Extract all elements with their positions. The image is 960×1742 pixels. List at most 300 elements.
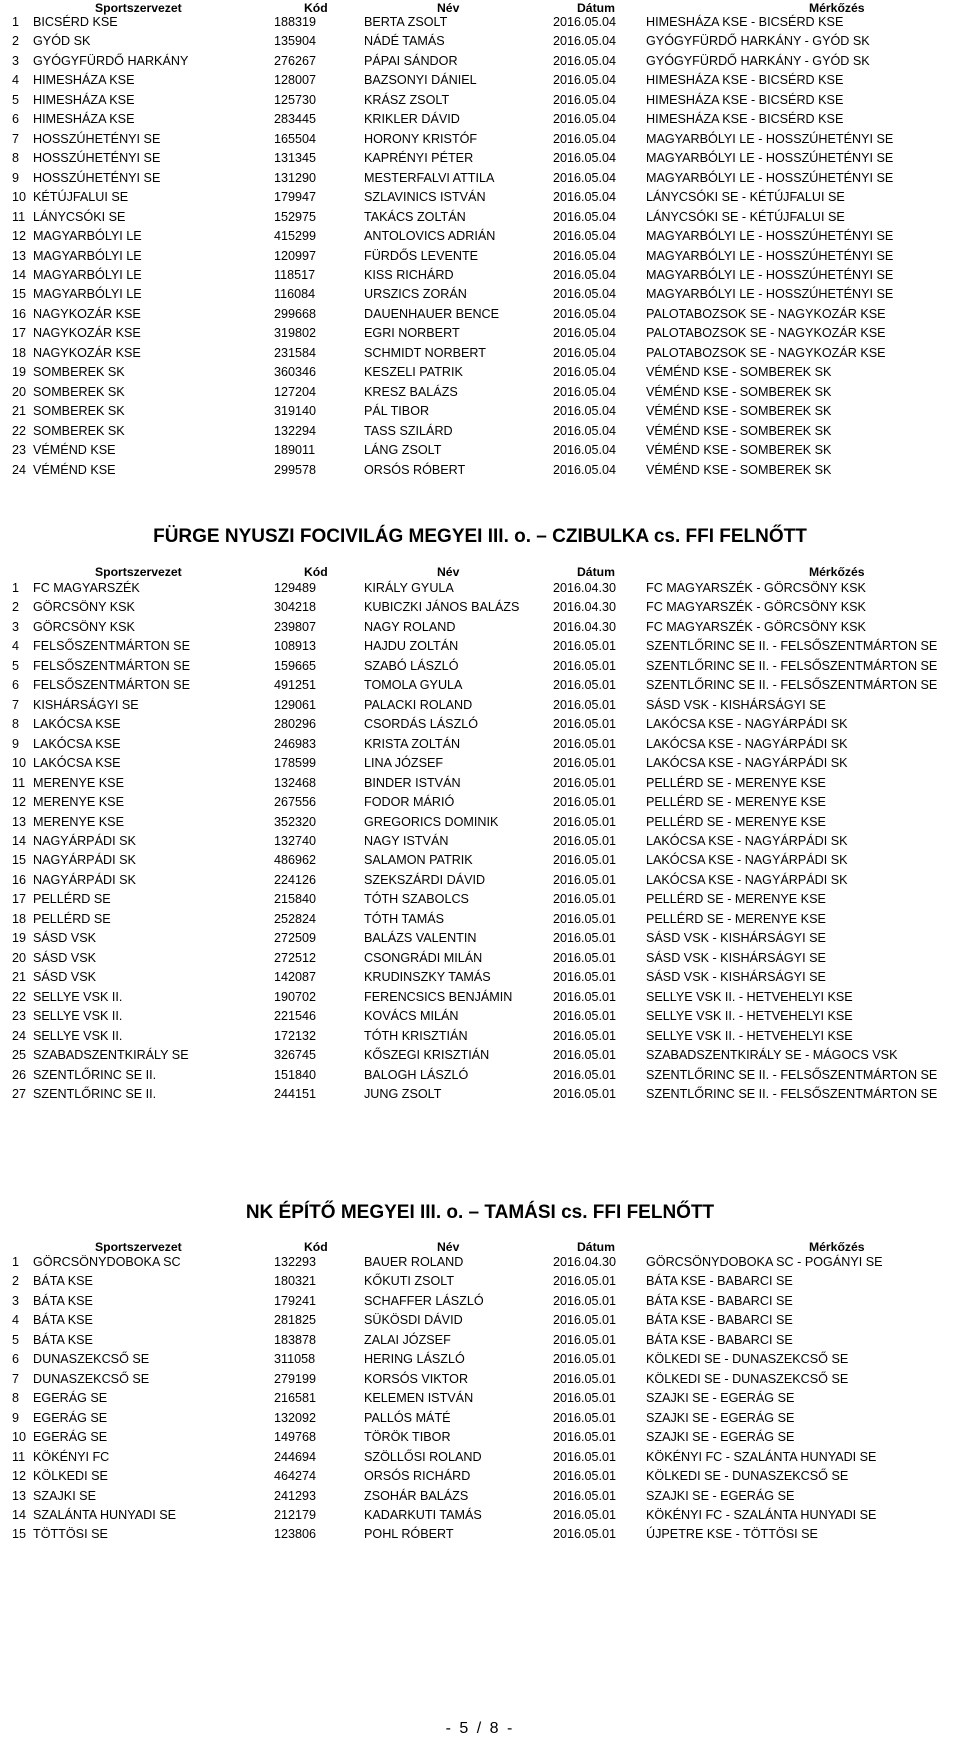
player-name-cell: BAUER ROLAND [364, 1255, 464, 1269]
player-name-cell: ZALAI JÓZSEF [364, 1332, 451, 1347]
code-cell: 221546 [274, 1009, 317, 1024]
club-cell: LÁNYCSÓKI SE [33, 209, 126, 224]
match-cell: SZENTLŐRINC SE II. - FELSŐSZENTMÁRTON SE [646, 639, 938, 654]
match-cell: BÁTA KSE - BABARCI SE [646, 1293, 793, 1308]
table-row [0, 792, 960, 812]
date-cell: 2016.05.04 [553, 190, 617, 205]
table-row [0, 831, 960, 851]
player-name-cell: KIRÁLY GYULA [364, 581, 454, 595]
club-cell: PELLÉRD SE [33, 892, 111, 907]
match-cell: SZABADSZENTKIRÁLY SE - MÁGOCS VSK [646, 1048, 898, 1063]
row-number: 19 [12, 365, 27, 380]
club-cell: EGERÁG SE [33, 1410, 108, 1425]
code-cell: 311058 [274, 1352, 316, 1367]
table-row [0, 246, 960, 266]
code-cell: 241293 [274, 1488, 317, 1503]
code-cell: 128007 [274, 73, 317, 88]
player-name-cell: PÁL TIBOR [364, 404, 430, 419]
code-cell: 178599 [274, 756, 317, 771]
date-cell: 2016.05.04 [553, 112, 617, 127]
player-name-cell: FÜRDŐS LEVENTE [364, 248, 479, 263]
row-number: 12 [12, 1469, 27, 1484]
club-cell: MERENYE KSE [33, 814, 124, 829]
date-cell: 2016.05.01 [553, 736, 617, 751]
match-cell: SZAJKI SE - EGERÁG SE [646, 1488, 795, 1503]
code-cell: 272512 [274, 950, 317, 965]
code-cell: 116084 [274, 287, 316, 302]
table-row [0, 148, 960, 168]
date-cell: 2016.05.01 [553, 1332, 617, 1347]
code-cell: 216581 [274, 1391, 317, 1406]
date-header: Dátum [577, 1, 615, 15]
table-row [0, 870, 960, 890]
code-cell: 280296 [274, 717, 317, 732]
match-cell: SZENTLŐRINC SE II. - FELSŐSZENTMÁRTON SE [646, 658, 938, 673]
match-cell: LAKÓCSA KSE - NAGYÁRPÁDI SK [646, 756, 848, 771]
match-cell: LÁNYCSÓKI SE - KÉTÚJFALUI SE [646, 209, 845, 224]
player-name-cell: POHL RÓBERT [364, 1527, 454, 1542]
date-cell: 2016.05.04 [553, 73, 617, 88]
code-cell: 118517 [274, 267, 316, 282]
match-cell: GYÓGYFÜRDŐ HARKÁNY - GYÓD SK [646, 53, 870, 68]
match-cell: VÉMÉND KSE - SOMBEREK SK [646, 423, 832, 438]
date-cell: 2016.05.01 [553, 872, 617, 887]
match-cell: SZAJKI SE - EGERÁG SE [646, 1430, 795, 1445]
table-row [0, 578, 960, 598]
club-cell: SÁSD VSK [33, 970, 96, 985]
match-header: Mérkőzés [809, 1, 865, 15]
date-cell: 2016.05.01 [553, 1527, 617, 1542]
table-row [0, 636, 960, 656]
row-number: 7 [12, 131, 20, 146]
code-cell: 123806 [274, 1527, 317, 1542]
match-cell: SELLYE VSK II. - HETVEHELYI KSE [646, 989, 853, 1004]
name-header: Név [437, 1240, 460, 1254]
match-cell: PELLÉRD SE - MERENYE KSE [646, 795, 826, 810]
club-cell: EGERÁG SE [33, 1391, 108, 1406]
row-number: 23 [12, 443, 27, 458]
club-cell: MAGYARBÓLYI LE [33, 287, 142, 302]
row-number: 14 [12, 267, 27, 282]
code-header: Kód [304, 565, 328, 579]
code-cell: 491251 [274, 678, 317, 693]
match-cell: MAGYARBÓLYI LE - HOSSZÚHETÉNYI SE [646, 151, 894, 166]
table-row [0, 889, 960, 909]
player-name-cell: TASS SZILÁRD [364, 423, 453, 438]
row-number: 11 [12, 209, 26, 224]
row-number: 21 [12, 404, 27, 419]
club-cell: SZENTLŐRINC SE II. [33, 1067, 157, 1082]
table-row [0, 460, 960, 480]
club-cell: VÉMÉND KSE [33, 443, 116, 458]
date-cell: 2016.05.01 [553, 892, 617, 907]
row-number: 12 [12, 229, 27, 244]
code-cell: 179947 [274, 190, 317, 205]
player-name-cell: BALOGH LÁSZLÓ [364, 1067, 469, 1082]
row-number: 14 [12, 833, 27, 848]
date-cell: 2016.05.04 [553, 229, 617, 244]
date-cell: 2016.05.01 [553, 989, 617, 1004]
row-number: 9 [12, 170, 20, 185]
code-cell: 159665 [274, 658, 317, 673]
code-cell: 129489 [274, 581, 317, 595]
club-cell: SOMBEREK SK [33, 384, 125, 399]
row-number: 7 [12, 1371, 20, 1386]
row-number: 9 [12, 1410, 20, 1425]
club-cell: MERENYE KSE [33, 775, 124, 790]
match-cell: SÁSD VSK - KISHÁRSÁGYI SE [646, 950, 826, 965]
club-cell: HIMESHÁZA KSE [33, 112, 135, 127]
date-cell: 2016.05.04 [553, 34, 617, 49]
match-cell: SZENTLŐRINC SE II. - FELSŐSZENTMÁRTON SE [646, 1086, 938, 1101]
code-header: Kód [304, 1240, 328, 1254]
code-cell: 319802 [274, 326, 317, 341]
code-cell: 132293 [274, 1255, 317, 1269]
row-number: 1 [12, 1255, 20, 1269]
match-cell: PALOTABOZSOK SE - NAGYKOZÁR KSE [646, 306, 886, 321]
code-cell: 172132 [274, 1028, 317, 1043]
match-cell: SELLYE VSK II. - HETVEHELYI KSE [646, 1009, 853, 1024]
table-row [0, 1291, 960, 1311]
club-cell: GÖRCSÖNY KSK [33, 600, 135, 615]
row-number: 4 [12, 1313, 20, 1328]
match-cell: HIMESHÁZA KSE - BICSÉRD KSE [646, 112, 844, 127]
row-number: 4 [12, 639, 20, 654]
date-cell: 2016.05.01 [553, 814, 617, 829]
player-name-cell: TÓTH SZABOLCS [364, 892, 469, 907]
date-header: Dátum [577, 1240, 615, 1254]
code-cell: 129061 [274, 697, 317, 712]
match-cell: HIMESHÁZA KSE - BICSÉRD KSE [646, 15, 844, 29]
club-cell: LAKÓCSA KSE [33, 736, 121, 751]
match-cell: LAKÓCSA KSE - NAGYÁRPÁDI SK [646, 717, 848, 732]
table-row [0, 1330, 960, 1350]
code-cell: 179241 [274, 1293, 317, 1308]
code-cell: 180321 [274, 1274, 317, 1289]
code-cell: 486962 [274, 853, 317, 868]
table-row [0, 695, 960, 715]
date-cell: 2016.05.04 [553, 365, 617, 380]
player-name-cell: PALACKI ROLAND [364, 697, 473, 712]
table-row [0, 401, 960, 421]
table-row [0, 323, 960, 343]
match-cell: PELLÉRD SE - MERENYE KSE [646, 775, 826, 790]
code-cell: 272509 [274, 931, 317, 946]
player-name-cell: ORSÓS RÓBERT [364, 462, 466, 477]
date-cell: 2016.05.01 [553, 717, 617, 732]
section-title: NK ÉPÍTŐ MEGYEI III. o. – TAMÁSI cs. FFI FELNŐTT [245, 1202, 715, 1223]
match-cell: BÁTA KSE - BABARCI SE [646, 1274, 793, 1289]
code-cell: 183878 [274, 1332, 317, 1347]
match-cell: LAKÓCSA KSE - NAGYÁRPÁDI SK [646, 853, 848, 868]
table-row [0, 1466, 960, 1486]
player-name-cell: KISS RICHÁRD [364, 267, 454, 282]
club-cell: SÁSD VSK [33, 931, 96, 946]
match-cell: SZAJKI SE - EGERÁG SE [646, 1391, 795, 1406]
table-row [0, 1408, 960, 1428]
table-row [0, 909, 960, 929]
row-number: 16 [12, 306, 27, 321]
row-number: 11 [12, 1449, 26, 1464]
table-row [0, 1026, 960, 1046]
table-row [0, 734, 960, 754]
match-cell: PELLÉRD SE - MERENYE KSE [646, 814, 826, 829]
player-name-cell: KŐKUTI ZSOLT [364, 1274, 455, 1289]
player-name-cell: JUNG ZSOLT [364, 1086, 442, 1101]
row-number: 7 [12, 697, 20, 712]
club-cell: BÁTA KSE [33, 1274, 93, 1289]
table-row [0, 656, 960, 676]
match-cell: HIMESHÁZA KSE - BICSÉRD KSE [646, 92, 844, 107]
date-cell: 2016.05.01 [553, 853, 617, 868]
match-cell: VÉMÉND KSE - SOMBEREK SK [646, 462, 832, 477]
match-cell: SÁSD VSK - KISHÁRSÁGYI SE [646, 931, 826, 946]
row-number: 17 [12, 326, 27, 341]
club-header: Sportszervezet [95, 565, 182, 579]
player-name-cell: NÁDÉ TAMÁS [364, 34, 445, 49]
match-cell: LÁNYCSÓKI SE - KÉTÚJFALUI SE [646, 190, 845, 205]
date-header: Dátum [577, 565, 615, 579]
row-number: 3 [12, 1293, 20, 1308]
player-name-cell: SZEKSZÁRDI DÁVID [364, 872, 486, 887]
code-cell: 246983 [274, 736, 317, 751]
name-header: Név [437, 565, 460, 579]
player-name-cell: CSORDÁS LÁSZLÓ [364, 717, 479, 732]
table-row [0, 1271, 960, 1291]
code-cell: 267556 [274, 795, 317, 810]
match-cell: SZENTLŐRINC SE II. - FELSŐSZENTMÁRTON SE [646, 678, 938, 693]
page-number: - 5 / 8 - [445, 1720, 515, 1737]
match-cell: FC MAGYARSZÉK - GÖRCSÖNY KSK [646, 600, 866, 615]
row-number: 6 [12, 678, 20, 693]
date-cell: 2016.05.01 [553, 1430, 617, 1445]
date-cell: 2016.05.01 [553, 1086, 617, 1101]
date-cell: 2016.05.01 [553, 1293, 617, 1308]
table-row [0, 304, 960, 324]
date-cell: 2016.05.04 [553, 151, 617, 166]
player-name-cell: BAZSONYI DÁNIEL [364, 73, 477, 88]
table-row [0, 1524, 960, 1544]
code-cell: 151840 [274, 1067, 317, 1082]
row-number: 10 [12, 1430, 27, 1445]
code-cell: 132468 [274, 775, 317, 790]
date-cell: 2016.05.04 [553, 15, 617, 29]
player-name-cell: ZSOHÁR BALÁZS [364, 1488, 469, 1503]
table-row [0, 226, 960, 246]
code-cell: 244151 [274, 1086, 317, 1101]
match-cell: PALOTABOZSOK SE - NAGYKOZÁR KSE [646, 326, 886, 341]
club-cell: NAGYÁRPÁDI SK [33, 833, 136, 848]
code-cell: 127204 [274, 384, 317, 399]
row-number: 20 [12, 950, 27, 965]
date-cell: 2016.05.04 [553, 462, 617, 477]
club-cell: BICSÉRD KSE [33, 15, 118, 29]
code-cell: 283445 [274, 112, 317, 127]
code-cell: 120997 [274, 248, 317, 263]
code-cell: 326745 [274, 1048, 317, 1063]
code-cell: 252824 [274, 911, 317, 926]
player-name-cell: KAPRÉNYI PÉTER [364, 151, 474, 166]
row-number: 24 [12, 462, 27, 477]
date-cell: 2016.05.01 [553, 1009, 617, 1024]
table-row [0, 1252, 960, 1272]
table-row [0, 617, 960, 637]
match-cell: MAGYARBÓLYI LE - HOSSZÚHETÉNYI SE [646, 170, 894, 185]
date-cell: 2016.05.04 [553, 53, 617, 68]
table-row [0, 1006, 960, 1026]
date-cell: 2016.05.04 [553, 92, 617, 107]
match-cell: KÖLKEDI SE - DUNASZEKCSŐ SE [646, 1371, 849, 1386]
date-cell: 2016.04.30 [553, 581, 617, 595]
row-number: 6 [12, 112, 20, 127]
date-cell: 2016.05.01 [553, 756, 617, 771]
club-cell: NAGYKOZÁR KSE [33, 326, 141, 341]
date-cell: 2016.05.04 [553, 170, 617, 185]
table-row [0, 773, 960, 793]
date-cell: 2016.05.01 [553, 1410, 617, 1425]
date-cell: 2016.05.04 [553, 443, 617, 458]
player-name-cell: URSZICS ZORÁN [364, 287, 467, 302]
match-cell: MAGYARBÓLYI LE - HOSSZÚHETÉNYI SE [646, 131, 894, 146]
table-row [0, 51, 960, 71]
table-row [0, 70, 960, 90]
date-cell: 2016.05.04 [553, 131, 617, 146]
code-cell: 152975 [274, 209, 317, 224]
club-cell: SOMBEREK SK [33, 423, 125, 438]
player-name-cell: KELEMEN ISTVÁN [364, 1391, 474, 1406]
club-cell: SOMBEREK SK [33, 404, 125, 419]
table-row [0, 1310, 960, 1330]
table-row [0, 714, 960, 734]
table-row [0, 440, 960, 460]
table-row [0, 1369, 960, 1389]
date-cell: 2016.05.04 [553, 326, 617, 341]
row-number: 16 [12, 872, 27, 887]
code-cell: 212179 [274, 1507, 317, 1522]
date-cell: 2016.05.01 [553, 1449, 617, 1464]
date-cell: 2016.05.01 [553, 1048, 617, 1063]
club-cell: GYÓGYFÜRDŐ HARKÁNY [33, 53, 189, 68]
row-number: 2 [12, 600, 20, 615]
club-cell: SÁSD VSK [33, 950, 96, 965]
date-cell: 2016.05.04 [553, 267, 617, 282]
name-header: Név [437, 1, 460, 15]
table-row [0, 675, 960, 695]
club-cell: HIMESHÁZA KSE [33, 92, 135, 107]
club-cell: BÁTA KSE [33, 1293, 93, 1308]
club-cell: KISHÁRSÁGYI SE [33, 697, 139, 712]
table-row [0, 1349, 960, 1369]
player-name-cell: HAJDU ZOLTÁN [364, 639, 459, 654]
date-cell: 2016.05.04 [553, 287, 617, 302]
row-number: 5 [12, 658, 20, 673]
player-name-cell: KRESZ BALÁZS [364, 384, 458, 399]
player-name-cell: TAKÁCS ZOLTÁN [364, 209, 466, 224]
table-row [0, 421, 960, 441]
player-name-cell: KORSÓS VIKTOR [364, 1371, 469, 1386]
club-cell: SZENTLŐRINC SE II. [33, 1086, 157, 1101]
row-number: 5 [12, 92, 20, 107]
code-cell: 132092 [274, 1410, 317, 1425]
row-number: 17 [12, 892, 27, 907]
date-cell: 2016.05.01 [553, 970, 617, 985]
date-cell: 2016.05.01 [553, 1391, 617, 1406]
club-cell: MAGYARBÓLYI LE [33, 229, 142, 244]
date-cell: 2016.04.30 [553, 619, 617, 634]
club-cell: MAGYARBÓLYI LE [33, 248, 142, 263]
table-row [0, 987, 960, 1007]
match-cell: FC MAGYARSZÉK - GÖRCSÖNY KSK [646, 581, 866, 595]
club-cell: FELSŐSZENTMÁRTON SE [33, 658, 190, 673]
match-cell: LAKÓCSA KSE - NAGYÁRPÁDI SK [646, 736, 848, 751]
row-number: 5 [12, 1332, 20, 1347]
date-cell: 2016.05.04 [553, 306, 617, 321]
row-number: 1 [12, 15, 20, 29]
player-name-cell: PÁPAI SÁNDOR [364, 53, 458, 68]
club-cell: SZAJKI SE [33, 1488, 96, 1503]
club-header: Sportszervezet [95, 1240, 182, 1254]
table-row [0, 1388, 960, 1408]
date-cell: 2016.05.01 [553, 639, 617, 654]
date-cell: 2016.05.01 [553, 950, 617, 965]
code-cell: 189011 [274, 443, 316, 458]
player-name-cell: DAUENHAUER BENCE [364, 306, 500, 321]
club-cell: NAGYKOZÁR KSE [33, 306, 141, 321]
table-row [0, 1427, 960, 1447]
player-name-cell: TÖRÖK TIBOR [364, 1430, 451, 1445]
club-cell: KÖKÉNYI FC [33, 1449, 110, 1464]
date-cell: 2016.05.04 [553, 248, 617, 263]
match-cell: BÁTA KSE - BABARCI SE [646, 1313, 793, 1328]
row-number: 18 [12, 345, 27, 360]
code-cell: 415299 [274, 229, 317, 244]
match-cell: VÉMÉND KSE - SOMBEREK SK [646, 384, 832, 399]
code-cell: 215840 [274, 892, 317, 907]
date-cell: 2016.05.01 [553, 658, 617, 673]
match-cell: SZAJKI SE - EGERÁG SE [646, 1410, 795, 1425]
club-cell: KÖLKEDI SE [33, 1469, 108, 1484]
club-cell: GÖRCSÖNY KSK [33, 619, 135, 634]
code-cell: 464274 [274, 1469, 317, 1484]
date-cell: 2016.05.04 [553, 384, 617, 399]
match-cell: KÖKÉNYI FC - SZALÁNTA HUNYADI SE [646, 1507, 877, 1522]
club-cell: HOSSZÚHETÉNYI SE [33, 170, 161, 185]
club-cell: MERENYE KSE [33, 795, 124, 810]
row-number: 8 [12, 1391, 20, 1406]
code-cell: 135904 [274, 34, 317, 49]
code-cell: 131290 [274, 170, 317, 185]
match-cell: SZENTLŐRINC SE II. - FELSŐSZENTMÁRTON SE [646, 1067, 938, 1082]
table-row [0, 850, 960, 870]
row-number: 2 [12, 34, 20, 49]
player-name-cell: LINA JÓZSEF [364, 756, 444, 771]
player-name-cell: MESTERFALVI ATTILA [364, 170, 495, 185]
date-cell: 2016.05.01 [553, 1067, 617, 1082]
club-cell: SZABADSZENTKIRÁLY SE [33, 1048, 189, 1063]
table-row [0, 90, 960, 110]
club-cell: SELLYE VSK II. [33, 1009, 123, 1024]
row-number: 13 [12, 248, 27, 263]
row-number: 23 [12, 1009, 27, 1024]
table-row [0, 343, 960, 363]
player-name-cell: SZÖLLŐSI ROLAND [364, 1449, 482, 1464]
date-cell: 2016.04.30 [553, 600, 617, 615]
date-cell: 2016.05.04 [553, 423, 617, 438]
table-row [0, 1045, 960, 1065]
player-name-cell: TÓTH TAMÁS [364, 911, 444, 926]
table-row [0, 1065, 960, 1085]
club-cell: FELSŐSZENTMÁRTON SE [33, 678, 190, 693]
